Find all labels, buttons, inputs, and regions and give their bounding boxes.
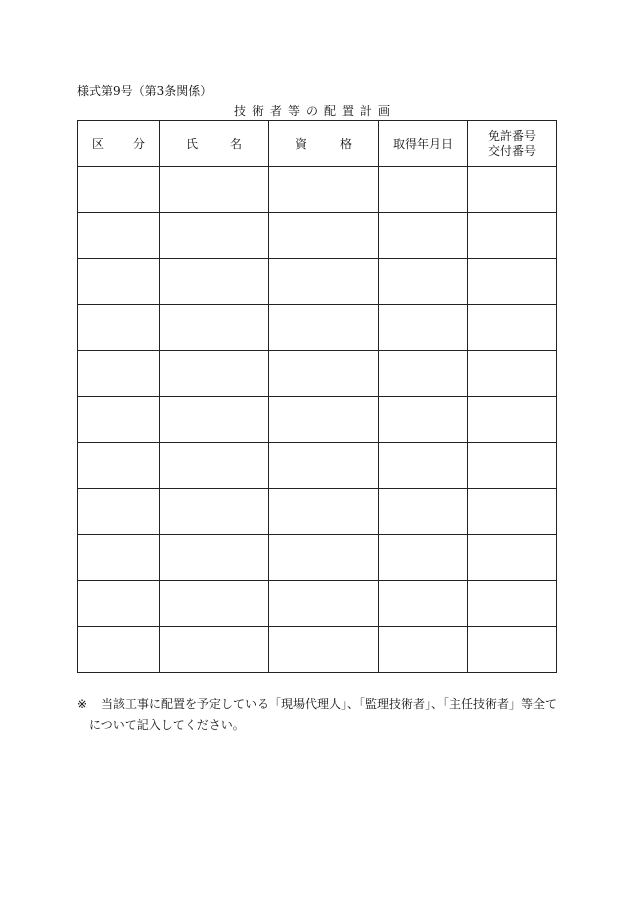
header-license-line-1: 免許番号 — [487, 128, 536, 143]
header-category-char-1: 区 — [92, 137, 105, 151]
cell-license-number[interactable] — [468, 213, 557, 259]
cell-qualification[interactable] — [269, 535, 379, 581]
cell-qualification[interactable] — [269, 443, 379, 489]
cell-acquired-date[interactable] — [379, 443, 468, 489]
cell-name[interactable] — [160, 627, 269, 673]
cell-qualification[interactable] — [269, 627, 379, 673]
note-line-2: について記入してください。 — [89, 718, 245, 732]
cell-name[interactable] — [160, 213, 269, 259]
cell-category[interactable] — [78, 167, 160, 213]
table-row — [78, 535, 557, 581]
cell-name[interactable] — [160, 581, 269, 627]
cell-category[interactable] — [78, 305, 160, 351]
cell-acquired-date[interactable] — [379, 259, 468, 305]
header-license-number — [468, 121, 557, 167]
table-row — [78, 627, 557, 673]
header-name-char-1: 氏 — [186, 137, 199, 151]
cell-name[interactable] — [160, 443, 269, 489]
cell-acquired-date[interactable] — [379, 627, 468, 673]
cell-qualification[interactable] — [269, 305, 379, 351]
cell-category[interactable] — [78, 213, 160, 259]
table-row — [78, 443, 557, 489]
cell-acquired-date[interactable] — [379, 351, 468, 397]
cell-license-number[interactable] — [468, 627, 557, 673]
cell-category[interactable] — [78, 351, 160, 397]
table-row — [78, 397, 557, 443]
note-line-1: 当該工事に配置を予定している「現場代理人」、「監理技術者」、「主任技術者」等全て — [101, 697, 558, 711]
cell-license-number[interactable] — [468, 259, 557, 305]
cell-name[interactable] — [160, 351, 269, 397]
table-row — [78, 213, 557, 259]
cell-acquired-date[interactable] — [379, 581, 468, 627]
header-name-char-2: 名 — [229, 137, 242, 151]
cell-qualification[interactable] — [269, 581, 379, 627]
cell-qualification[interactable] — [269, 489, 379, 535]
cell-category[interactable] — [78, 489, 160, 535]
cell-name[interactable] — [160, 167, 269, 213]
note-mark: ※ — [77, 697, 88, 711]
table-body — [78, 167, 557, 673]
cell-license-number[interactable] — [468, 351, 557, 397]
cell-name[interactable] — [160, 489, 269, 535]
cell-acquired-date[interactable] — [379, 397, 468, 443]
cell-acquired-date[interactable] — [379, 305, 468, 351]
cell-qualification[interactable] — [269, 259, 379, 305]
cell-name[interactable] — [160, 305, 269, 351]
header-qualification-char-2: 格 — [339, 137, 352, 151]
header-qualification — [269, 121, 379, 167]
table-header-row — [78, 121, 557, 167]
cell-license-number[interactable] — [468, 443, 557, 489]
table-row — [78, 167, 557, 213]
header-category — [78, 121, 160, 167]
cell-acquired-date[interactable] — [379, 213, 468, 259]
header-category-char-2: 分 — [132, 137, 145, 151]
table-row — [78, 351, 557, 397]
header-license-line-2: 交付番号 — [487, 143, 536, 158]
cell-name[interactable] — [160, 397, 269, 443]
cell-license-number[interactable] — [468, 167, 557, 213]
cell-name[interactable] — [160, 535, 269, 581]
header-name — [160, 121, 269, 167]
table-row — [78, 489, 557, 535]
cell-category[interactable] — [78, 259, 160, 305]
document-title: 技術者等の配置計画 — [233, 104, 396, 118]
cell-license-number[interactable] — [468, 489, 557, 535]
form-number: 様式第9号（第3条関係） — [77, 84, 213, 98]
cell-name[interactable] — [160, 259, 269, 305]
cell-qualification[interactable] — [269, 397, 379, 443]
table-row — [78, 259, 557, 305]
assignment-table — [77, 120, 557, 673]
cell-category[interactable] — [78, 397, 160, 443]
cell-acquired-date[interactable] — [379, 489, 468, 535]
header-acquired-date: 取得年月日 — [379, 121, 468, 167]
cell-license-number[interactable] — [468, 397, 557, 443]
table-row — [78, 305, 557, 351]
cell-category[interactable] — [78, 443, 160, 489]
cell-qualification[interactable] — [269, 213, 379, 259]
cell-category[interactable] — [78, 581, 160, 627]
header-qualification-char-1: 資 — [295, 137, 308, 151]
cell-license-number[interactable] — [468, 535, 557, 581]
cell-license-number[interactable] — [468, 305, 557, 351]
table-row — [78, 581, 557, 627]
cell-acquired-date[interactable] — [379, 535, 468, 581]
cell-qualification[interactable] — [269, 167, 379, 213]
cell-category[interactable] — [78, 535, 160, 581]
cell-category[interactable] — [78, 627, 160, 673]
footnote — [77, 694, 567, 736]
cell-acquired-date[interactable] — [379, 167, 468, 213]
cell-qualification[interactable] — [269, 351, 379, 397]
cell-license-number[interactable] — [468, 581, 557, 627]
